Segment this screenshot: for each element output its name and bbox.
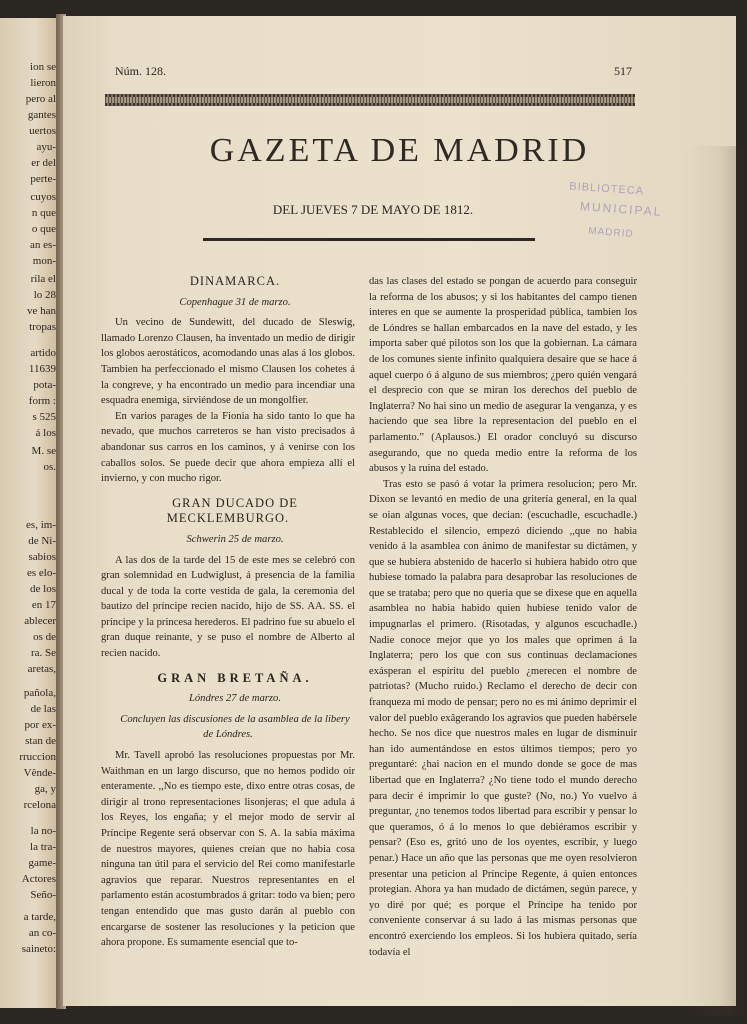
section-heading-gran-bretana: GRAN BRETAÑA. — [157, 670, 313, 685]
left-page-text-fragment: rcelona — [23, 799, 56, 811]
stamp-line-2: MUNICIPAL — [579, 199, 663, 219]
left-page-text-fragment: Seño- — [30, 889, 56, 901]
left-page-text-fragment: an co- — [28, 927, 56, 939]
left-page-text-fragment: os de — [33, 631, 56, 643]
page-number: 517 — [614, 64, 632, 78]
issue-date: DEL JUEVES 7 DE MAYO DE 1812. — [272, 202, 474, 217]
ornamental-rule — [105, 94, 635, 106]
left-page-text-fragment: la no- — [30, 825, 56, 837]
left-page-text-fragment: os. — [43, 461, 56, 473]
left-page-text-fragment: sabios — [28, 551, 56, 563]
page-curl-shadow — [683, 146, 743, 1016]
newspaper-page — [63, 16, 736, 1006]
left-page-text-fragment: M. se — [31, 445, 56, 457]
left-page-text-fragment: n que — [31, 207, 56, 219]
left-page-text-fragment: gantes — [27, 109, 56, 121]
left-page-text-fragment: ra. Se — [30, 647, 56, 659]
left-page-text-fragment: á los — [35, 427, 56, 439]
left-page-text-fragment: cuyos — [30, 191, 56, 203]
dateline-londres: Lóndres 27 de marzo. — [188, 693, 281, 705]
article-subheading: Concluyen las discusiones de la asamblea de la libery de Lóndres. — [120, 713, 350, 741]
left-page-text-fragment: pero al — [25, 93, 56, 105]
left-page-text-fragment: a tarde, — [23, 911, 56, 923]
section-heading-dinamarca: DINAMARCA. — [189, 274, 281, 288]
article-paragraph: Tras esto se pasó á votar la primera resolucion; pero Mr. Dixon se levantó en medio de una gritería general, en la qual se oian algunas voces, que decian: (escuchadle, escuchadle.) Restablecido el silencio, empezó diciendo ,,que no habia venido á la asamblea con ánimo de manifestar su dictámen, y que se hubiera abstenido de hacerlo si hubiera habido otro que hubiese tomado la palabra para desaprobar las resoluciones de que se trataba; pero que no queria que se dixese que en aquella asamblea no habia habido quien hubiese tenido valor de impugnarlas el primero. (Risotadas, y algunos escuchadle.) Nadie conoce mejor que yo los males que oprimen á la Inglaterra; pero los que con sus continuas declamaciones exásperan el espíritu del pueblo ¿merecen el nombre de patriotas? (Mucho ruido.) Reclamo el derecho de decir con franqueza mi modo de pensar; pero no es mi ánimo deprimir el valor del pueblo exâgerando los agravios que pueden habérsele hecho. Se nos dice que nuestros males en lugar de disminuir han ido aumentándose en estos últimos tiempos; pero yo preguntaré: ¿hai nacion en el mundo donde se goce de mas libertad que en Inglaterra? ¿No tiene todo el mundo derecho para decir é imprimir lo que guste? (No, no.) Yo vuelvo á preguntar, ¿no tenemos todos libertad para escribir y pensar lo que queramos, ó á lo menos lo que debiéramos escribir y pensar? (Eso es, gritó uno de los oyentes, escribir, y luego penar.) Hace un año que las personas que me oyen resolvieron presentar una peticion al Príncipe Regente, á quien entonces protegian. Ahora ya han mudado de dictámen, según parece, y yo diré por qué; es porque el Príncipe ha tenido por conveniente conservar á su lado á las mismas personas que encontró exerciendo los empleos. Si los hubiera quitado, sería todavía el — [369, 478, 637, 958]
stamp-line-3: MADRID — [587, 225, 634, 240]
stamp-line-1: BIBLIOTECA — [568, 180, 645, 198]
left-page-text-fragment: game- — [28, 857, 56, 869]
left-page-fragment — [0, 18, 58, 1008]
right-column — [369, 274, 637, 960]
left-page-text-fragment: rruccion — [19, 751, 56, 763]
left-page-text-fragment: de los — [30, 583, 56, 595]
left-column — [101, 274, 355, 951]
left-page-text-fragment: artido — [30, 347, 56, 359]
article-paragraph: En varios parages de la Fionia ha sido tanto lo que ha nevado, que muchos carreteros se han visto precisados á abandonar sus carros en los caminos, y á venirse con los caballos solos. Se puede decir que ahora empieza allí el invierno, y con mucho rigor. — [101, 410, 355, 485]
left-page-text-fragment: de las — [30, 703, 56, 715]
left-page-text-fragment: ve han — [26, 305, 56, 317]
masthead-title: GAZETA DE MADRID — [209, 132, 590, 169]
article-paragraph: das las clases del estado se pongan de acuerdo para conseguir la reforma de los abusos; y si los habitantes del campo tienen interes en que se aumente la prosperidad pública, tambien los de Lóndres se hallan embarcados en la nave del estado, y les importa saber qué pilotos son los que la gobiernan. La cámara de los comunes siente infinito qualquiera desaire que se hace á aquel cuerpo ó á alguno de sus miembros; ¿pero quién vengará el desprecio con que se miran los derechos del pueblo de Inglaterra? No hai sino un medio de asegurar la venganza, y es haciendo que sea libre la representacion del pueblo en el parlamento.” (Aplausos.) El orador concluyó su discurso asegurando, que no queda medio entre la reforma de los abusos y la ruina del estado. — [369, 276, 637, 475]
left-page-text-fragment: o que — [31, 223, 56, 235]
left-page-text-fragment: lo 28 — [33, 289, 56, 301]
left-page-text-fragment: la tra- — [30, 841, 56, 853]
left-page-text-fragment: lieron — [30, 77, 56, 89]
left-page-text-fragment: 11639 — [28, 363, 56, 375]
left-page-text-fragment: er del — [31, 157, 56, 169]
left-page-text-fragment: pañola, — [23, 687, 56, 699]
left-page-text-fragment: es, im- — [26, 519, 56, 531]
left-page-text-fragment: ga, y — [34, 783, 56, 795]
dateline-schwerin: Schwerin 25 de marzo. — [186, 533, 284, 545]
left-page-text-fragment: aretas, — [27, 663, 56, 675]
left-page-text-fragment: s 525 — [32, 411, 56, 423]
title-divider — [203, 238, 535, 241]
left-page-text-fragment: saineto: — [21, 943, 56, 955]
dateline-copenhague: Copenhague 31 de marzo. — [179, 296, 291, 308]
section-heading-mecklemburgo: GRAN DUCADO DE MECKLEMBURGO. — [166, 495, 298, 526]
left-page-text-fragment: uertos — [29, 125, 56, 137]
left-page-text-fragment: ion se — [30, 61, 56, 73]
left-page-text-fragment: de Ni- — [28, 535, 56, 547]
left-page-text-fragment: an es- — [30, 239, 56, 251]
left-page-text-fragment: mon- — [32, 255, 56, 267]
left-page-text-fragment: tropas — [29, 321, 56, 333]
library-stamp — [542, 177, 697, 267]
left-page-text-fragment: es elo- — [26, 567, 56, 579]
left-page-text-fragment: stan de — [25, 735, 56, 747]
left-page-text-fragment: en 17 — [31, 599, 56, 611]
article-paragraph: Mr. Tavell aprobó las resoluciones propuestas por Mr. Waithman en un largo discurso, que no hemos podido oir enteramente. ,,No es tiempo este, dixo entre otras cosas, de dirigir al trono representaciones lisonjeras; el que adula á los Reyes, los engaña; y el mejor modo de servir al Príncipe Regente será observar con S. A. la sabia máxima de nuestros mayores, quienes creían que no habia cosa ninguna tan útil para el servicio del Rei como manifestarle agravios que reparar. Nuestros representantes en el parlamento están acostumbrados á gritar: todo va bien; pero tengan entendido que mas gusto darán al pueblo con encargarse de sostener las resoluciones y la peticion que ahora propone. Es sumamente esencial que to- — [101, 750, 355, 949]
article-paragraph: Un vecino de Sundewitt, del ducado de Sleswig, llamado Lorenzo Clausen, ha inventado un medio de dirigir los globos aerostáticos, acomodando unas alas á los globos. Tambien ha perfeccionado el mismo Clausen los cohetes á la congreve, y ha encontrado un medio para incendiar una esquadra enemiga, sirviéndose de un mongolfier. — [101, 317, 355, 407]
left-page-text-fragment: ayu- — [36, 141, 56, 153]
article-paragraph: A las dos de la tarde del 15 de este mes se celebró con gran solemnidad en Ludwiglust, á presencia de la familia ducal y de toda la corte vestida de gala, la ceremonia del bautizo del príncipe recien nacido, hijo de SS. AA. SS. el príncipe y la princesa herederos. El padrino fue su abuelo el gran duque reinante, y se puso el nombre de Alberto al recien nacido. — [101, 554, 355, 660]
issue-number: Núm. 128. — [115, 64, 166, 78]
left-page-text-fragment: por ex- — [24, 719, 56, 731]
left-page-text-fragment: pota- — [33, 379, 56, 391]
left-page-text-fragment: perte- — [30, 173, 56, 185]
left-page-text-fragment: rila el — [30, 273, 56, 285]
left-page-text-fragment: ablecer — [24, 615, 56, 627]
left-page-text-fragment: Vênde- — [23, 767, 56, 779]
left-page-text-fragment: form : — [28, 395, 56, 407]
left-page-text-fragment: Actores — [21, 873, 56, 885]
